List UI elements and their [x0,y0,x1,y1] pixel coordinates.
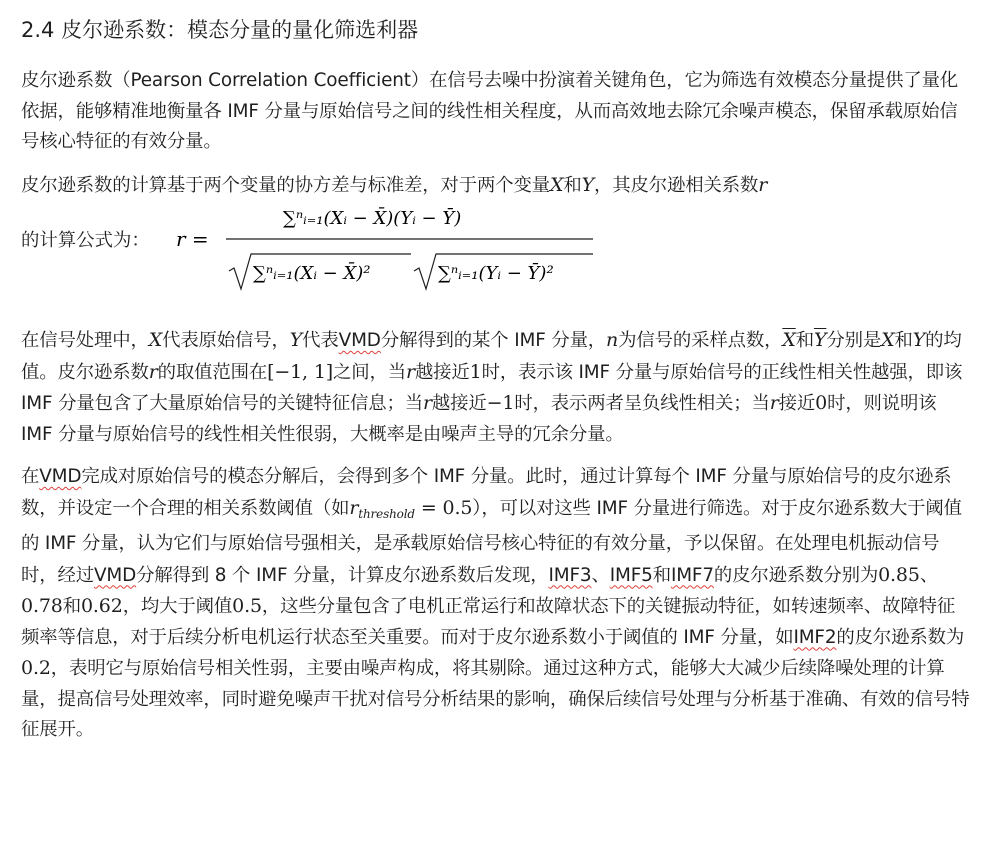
paragraph-application: 在VMD完成对原始信号的模态分解后，会得到多个 IMF 分量。此时，通过计算每个 IMF 分量与原始信号的皮尔逊系数，并设定一个合理的相关系数阈值（如$r_{threshold} = 0.5$），可以对这些 IMF 分量进行筛选。对于皮尔逊系数大于阈值的 IMF 分量，认为它们与原始信号强相关，是承载原始信号核心特征的有效分量，予以保留。在处理电机振动信号时，经过VMD分解得到 8 个 IMF 分量，计算皮尔逊系数后发现，IMF3、IMF5和IMF7的皮尔逊系数分别为0.85、0.78和0.62，均大于阈值0.5，这些分量包含了电机正常运行和故障状态下的关键振动特征，如转速频率、故障特征频率等信息，对于后续分析电机运行状态至关重要。而对于皮尔逊系数小于阈值的 IMF 分量，如IMF2的皮尔逊系数为0.2，表明它与原始信号相关性弱，主要由噪声构成，将其剔除。通过这种方式，能够大大减少后续降噪处理的计算量，提高信号处理效率，同时避免噪声干扰对信号分析结果的影响，确保后续信号处理与分析基于准确、有效的信号特征展开。 [21,466,970,740]
value-imf7: 0.62 [80,595,123,617]
var-x: X [549,173,564,196]
var-r: r [148,360,158,383]
var-y: Y [581,173,595,196]
pearson-formula [21,191,971,311]
var-r: r [769,392,779,414]
definition-text-2: 和 [563,174,582,196]
term-imf3: IMF3 [548,564,592,586]
formula-den-right: ∑ⁿᵢ₌₁(Yᵢ − Ȳ)² [438,263,554,284]
definition-text-1: 皮尔逊系数的计算基于两个变量的协方差与标准差，对于两个变量 [21,174,550,196]
value-zero: 0 [815,392,828,414]
value-threshold: 0.5 [232,595,262,617]
var-r: r [422,392,432,414]
var-r: r [349,496,359,519]
document-body [21,14,971,758]
formula-den-left: ∑ⁿᵢ₌₁(Xᵢ − X̄)² [253,263,371,284]
var-x: X [881,329,895,351]
threshold-value: = 0.5 [414,496,473,519]
var-r: r [406,360,415,383]
var-x: X [148,329,163,351]
formula-graphic [171,191,621,301]
formula-numerator: ∑ⁿᵢ₌₁(Xᵢ − X̄)(Yᵢ − Ȳ) [283,208,462,229]
term-imf7: IMF7 [670,564,714,586]
formula-lead-text: 的计算公式为： [21,230,150,251]
threshold-subscript: threshold [358,506,415,521]
value-imf5: 0.78 [21,595,63,617]
value-imf2: 0.2 [21,657,51,679]
definition-text-3: ，其皮尔逊相关系数 [594,174,759,196]
var-y-bar: $\overline{Y}$ [813,329,827,351]
var-n: n [606,329,619,351]
value-imf3: 0.85 [878,563,920,586]
value-one: 1 [469,360,482,383]
var-y: Y [912,329,926,351]
term-imf5: IMF5 [609,564,653,586]
term-vmd: VMD [338,330,381,351]
paragraph-interpretation: 在信号处理中，X代表原始信号，Y代表VMD分解得到的某个 IMF 分量，n为信号的采样点数，$\overline{X}$和$\overline{Y}$分别是X和Y的均值。皮尔逊系数r的取值范围在[−1, 1]之间，当r越接近1时，表示该 IMF 分量与原始信号的正线性相关性越强，即该 IMF 分量包含了大量原始信号的关键特征信息；当r越接近−1时，表示两者呈负线性相关；当r接近0时，则说明该 IMF 分量与原始信号的线性相关性很弱，大概率是由噪声主导的冗余分量。 [21,329,963,445]
var-x-bar: $\overline{X}$ [782,329,796,351]
term-vmd: VMD [39,466,82,487]
value-minus-one: −1 [486,392,515,414]
paragraph-intro: 皮尔逊系数（Pearson Correlation Coefficient）在信号去噪中扮演着关键角色，它为筛选有效模态分量提供了量化依据，能够精准地衡量各 IMF 分量与原始信号之间的线性相关程度，从而高效地去除冗余噪声模态，保留承载原始信号核心特征的有效分量。 [21,70,959,152]
var-r: r [758,173,768,196]
range-value: [−1, 1] [267,360,334,383]
term-imf2: IMF2 [793,626,837,648]
var-y: Y [289,329,303,351]
term-vmd: VMD [93,564,137,586]
formula-lhs: r = [176,227,209,251]
section-heading: 2.4 皮尔逊系数：模态分量的量化筛选利器 [21,18,419,42]
